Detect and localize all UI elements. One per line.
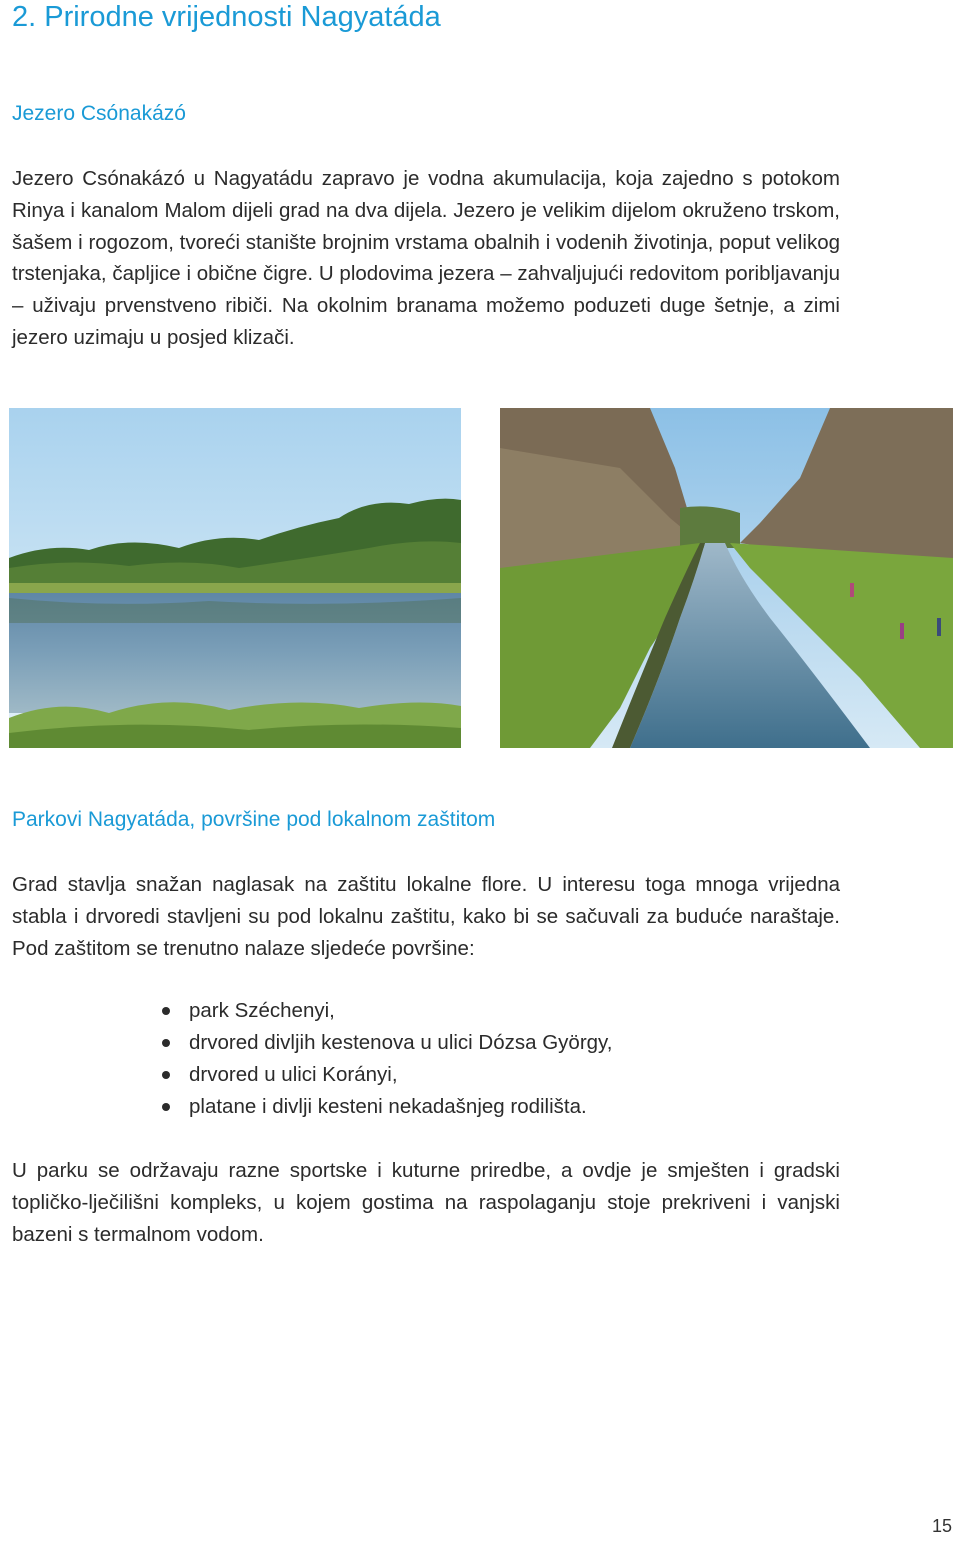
lake-paragraph: Jezero Csónakázó u Nagyatádu zapravo je vodna akumulacija, koja zajedno s potokom Rinya i kanalom Malom dijeli grad na dva dijela. Jezero je velikim dijelom okruženo trskom, šašem i rogozom, tvoreći stanište brojnim vrstama obalnih i vodenih životinja, poput velikog trstenjaka, čapljice i obične čigre. U plodovima jezera – zahvaljujući redovitom poribljavanju – uživaju prvenstveno ribiči. Na okolnim branama možemo poduzeti duge šetnje, a zimi jezero uzimaju u posjed klizači. [12,167,840,349]
canal-photo [500,408,953,748]
closing-paragraph: U parku se održavaju razne sportske i kuturne priredbe, a ovdje je smješten i gradski topličko-lječilišni kompleks, u kojem gostima na raspolaganju stoje prekriveni i vanjski bazeni s termalnom vodom. [12,1159,840,1246]
page-number: 15 [931,1516,952,1536]
list-item [160,995,612,1027]
parks-paragraph: Grad stavlja snažan naglasak na zaštitu lokalne flore. U interesu toga mnoga vrijedna stabla i drvoredi stavljeni su pod lokalnu zaštitu, kako bi se sačuvali za buduće naraštaje. Pod zaštitom se trenutno nalaze sljedeće površine: [12,873,840,960]
protected-areas-list [160,995,612,1123]
page-title: 2. Prirodne vrijednosti Nagyatáda [12,1,441,33]
list-item [160,1027,612,1059]
list-item-text: platane i divlji kesteni nekadašnjeg rodilišta. [189,1095,587,1118]
list-item-text: drvored divljih kestenova u ulici Dózsa György, [189,1031,613,1054]
list-item-text: park Széchenyi, [189,999,335,1022]
section-heading-parks: Parkovi Nagyatáda, površine pod lokalnom zaštitom [12,808,496,831]
list-item-text: drvored u ulici Korányi, [189,1063,398,1086]
list-item [160,1091,612,1123]
list-item [160,1059,612,1091]
lake-photo [9,408,461,748]
bullet-icon [162,1039,170,1047]
bullet-icon [162,1103,170,1111]
section-heading-lake: Jezero Csónakázó [12,102,186,125]
bullet-icon [162,1007,170,1015]
bullet-icon [162,1071,170,1079]
